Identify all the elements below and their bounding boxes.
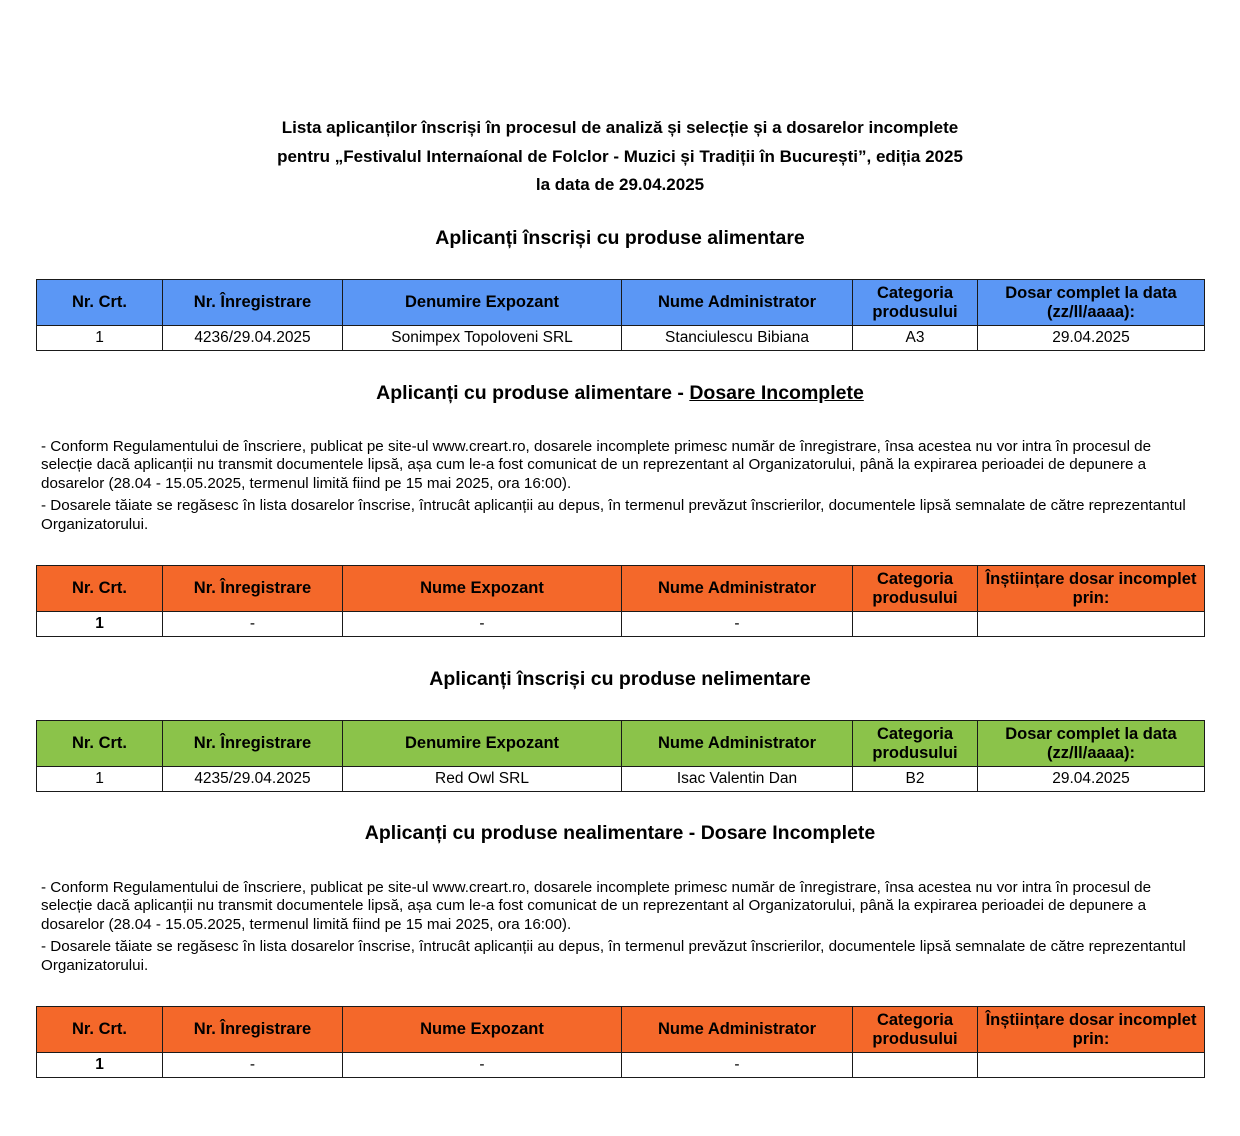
col-header-nr-crt: Nr. Crt. [37,1007,163,1053]
note-2: - Dosarele tăiate se regăsesc în lista dosarelor înscrise, întrucât aplicanții au depus, în termenul prevăzut înscrierilor, documentele lipsă semnalate de către reprezentantul Organizatorului. [41,497,1186,533]
heading-prefix: Aplicanți cu produse alimentare - [376,382,690,404]
document-title [0,114,1240,200]
table-nonfood-registered [36,720,1205,792]
cell-nr-crt: 1 [37,612,163,637]
table-row [37,326,1205,351]
col-header-nume-expozant: Nume Expozant [343,1007,622,1053]
note-2: - Dosarele tăiate se regăsesc în lista dosarelor înscrise, întrucât aplicanții au depus, în termenul prevăzut înscrierilor, documentele lipsă semnalate de către reprezentantul Organizatorului. [41,938,1186,974]
col-header-nr-crt: Nr. Crt. [37,721,163,767]
title-line-1: Lista aplicanților înscriși în procesul de analiză și selecție și a dosarelor incomplete [281,118,959,137]
col-header-dosar-complet: Dosar complet la data (zz/ll/aaaa): [978,280,1205,326]
cell-dosar-complet: 29.04.2025 [978,767,1205,792]
col-header-nume-administrator: Nume Administrator [622,566,853,612]
cell-nume-expozant: - [343,1053,622,1078]
col-header-nr-inregistrare: Nr. Înregistrare [163,566,343,612]
table-nonfood-incomplete [36,1006,1205,1078]
col-header-categoria-produsului: Categoria produsului [853,1007,978,1053]
col-header-dosar-complet: Dosar complet la data (zz/ll/aaaa): [978,721,1205,767]
heading-underlined: Dosare Incomplete [689,382,864,404]
heading-food-registered: Aplicanți înscriși cu produse alimentare [435,227,805,249]
title-line-3: la data de 29.04.2025 [535,175,705,194]
col-header-denumire-expozant: Denumire Expozant [343,721,622,767]
col-header-nr-inregistrare: Nr. Înregistrare [163,1007,343,1053]
table-header-row [37,280,1205,326]
col-header-instiintare: Înștiințare dosar incomplet prin: [978,566,1205,612]
cell-nume-administrator: Stanciulescu Bibiana [622,326,853,351]
cell-nr-inregistrare: - [163,612,343,637]
col-header-categoria-produsului: Categoria produsului [853,566,978,612]
cell-nume-expozant: - [343,612,622,637]
table-row [37,1053,1205,1078]
note-1: - Conform Regulamentului de înscriere, publicat pe site-ul www.creart.ro, dosarele incomplete primesc număr de înregistrare, însa acestea nu vor intra în procesul de selecție dacă aplicanții nu transmit documentele lipsă, așa cum le-a fost comunicat de un reprezentant al Organizatorului, până la expirarea perioadei de depunere a dosarelor (28.04 - 15.05.2025, termenul limită fiind pe 15 mai 2025, ora 16:00). [41,879,1152,933]
cell-nume-administrator: - [622,612,853,637]
col-header-nr-crt: Nr. Crt. [37,280,163,326]
cell-nume-administrator: Isac Valentin Dan [622,767,853,792]
table-food-registered [36,279,1205,351]
cell-categoria-produsului: B2 [853,767,978,792]
table-food-incomplete [36,565,1205,637]
col-header-nume-administrator: Nume Administrator [622,721,853,767]
table-header-row [37,721,1205,767]
note-1: - Conform Regulamentului de înscriere, publicat pe site-ul www.creart.ro, dosarele incomplete primesc număr de înregistrare, însa acestea nu vor intra în procesul de selecție dacă aplicanții nu transmit documentele lipsă, așa cum le-a fost comunicat de un reprezentant al Organizatorului, până la expirarea perioadei de depunere a dosarelor (28.04 - 15.05.2025, termenul limită fiind pe 15 mai 2025, ora 16:00). [41,438,1152,492]
notes-nonfood-incomplete [41,879,1206,979]
col-header-denumire-expozant: Denumire Expozant [343,280,622,326]
col-header-nr-inregistrare: Nr. Înregistrare [163,280,343,326]
cell-nr-crt: 1 [37,767,163,792]
cell-nr-crt: 1 [37,326,163,351]
cell-nr-inregistrare: - [163,1053,343,1078]
cell-nume-administrator: - [622,1053,853,1078]
cell-instiintare [978,612,1205,637]
col-header-nr-crt: Nr. Crt. [37,566,163,612]
table-header-row [37,566,1205,612]
notes-food-incomplete [41,438,1206,538]
col-header-nume-expozant: Nume Expozant [343,566,622,612]
cell-nr-crt: 1 [37,1053,163,1078]
col-header-nume-administrator: Nume Administrator [622,1007,853,1053]
table-row [37,767,1205,792]
col-header-categoria-produsului: Categoria produsului [853,721,978,767]
col-header-nr-inregistrare: Nr. Înregistrare [163,721,343,767]
col-header-categoria-produsului: Categoria produsului [853,280,978,326]
cell-dosar-complet: 29.04.2025 [978,326,1205,351]
cell-categoria-produsului [853,612,978,637]
cell-nr-inregistrare: 4236/29.04.2025 [163,326,343,351]
cell-denumire-expozant: Red Owl SRL [343,767,622,792]
cell-categoria-produsului [853,1053,978,1078]
col-header-nume-administrator: Nume Administrator [622,280,853,326]
table-row [37,612,1205,637]
cell-denumire-expozant: Sonimpex Topoloveni SRL [343,326,622,351]
heading-food-incomplete [0,381,1240,405]
heading-nonfood-incomplete: Aplicanți cu produse nealimentare - Dosare Incomplete [364,822,876,844]
title-line-2: pentru „Festivalul Internaíonal de Folclor - Muzici și Tradiții în București”, ediția 2025 [277,146,963,166]
cell-instiintare [978,1053,1205,1078]
table-header-row [37,1007,1205,1053]
cell-categoria-produsului: A3 [853,326,978,351]
heading-nonfood-registered: Aplicanți înscriși cu produse nelimentare [429,668,811,690]
cell-nr-inregistrare: 4235/29.04.2025 [163,767,343,792]
col-header-instiintare: Înștiințare dosar incomplet prin: [978,1007,1205,1053]
